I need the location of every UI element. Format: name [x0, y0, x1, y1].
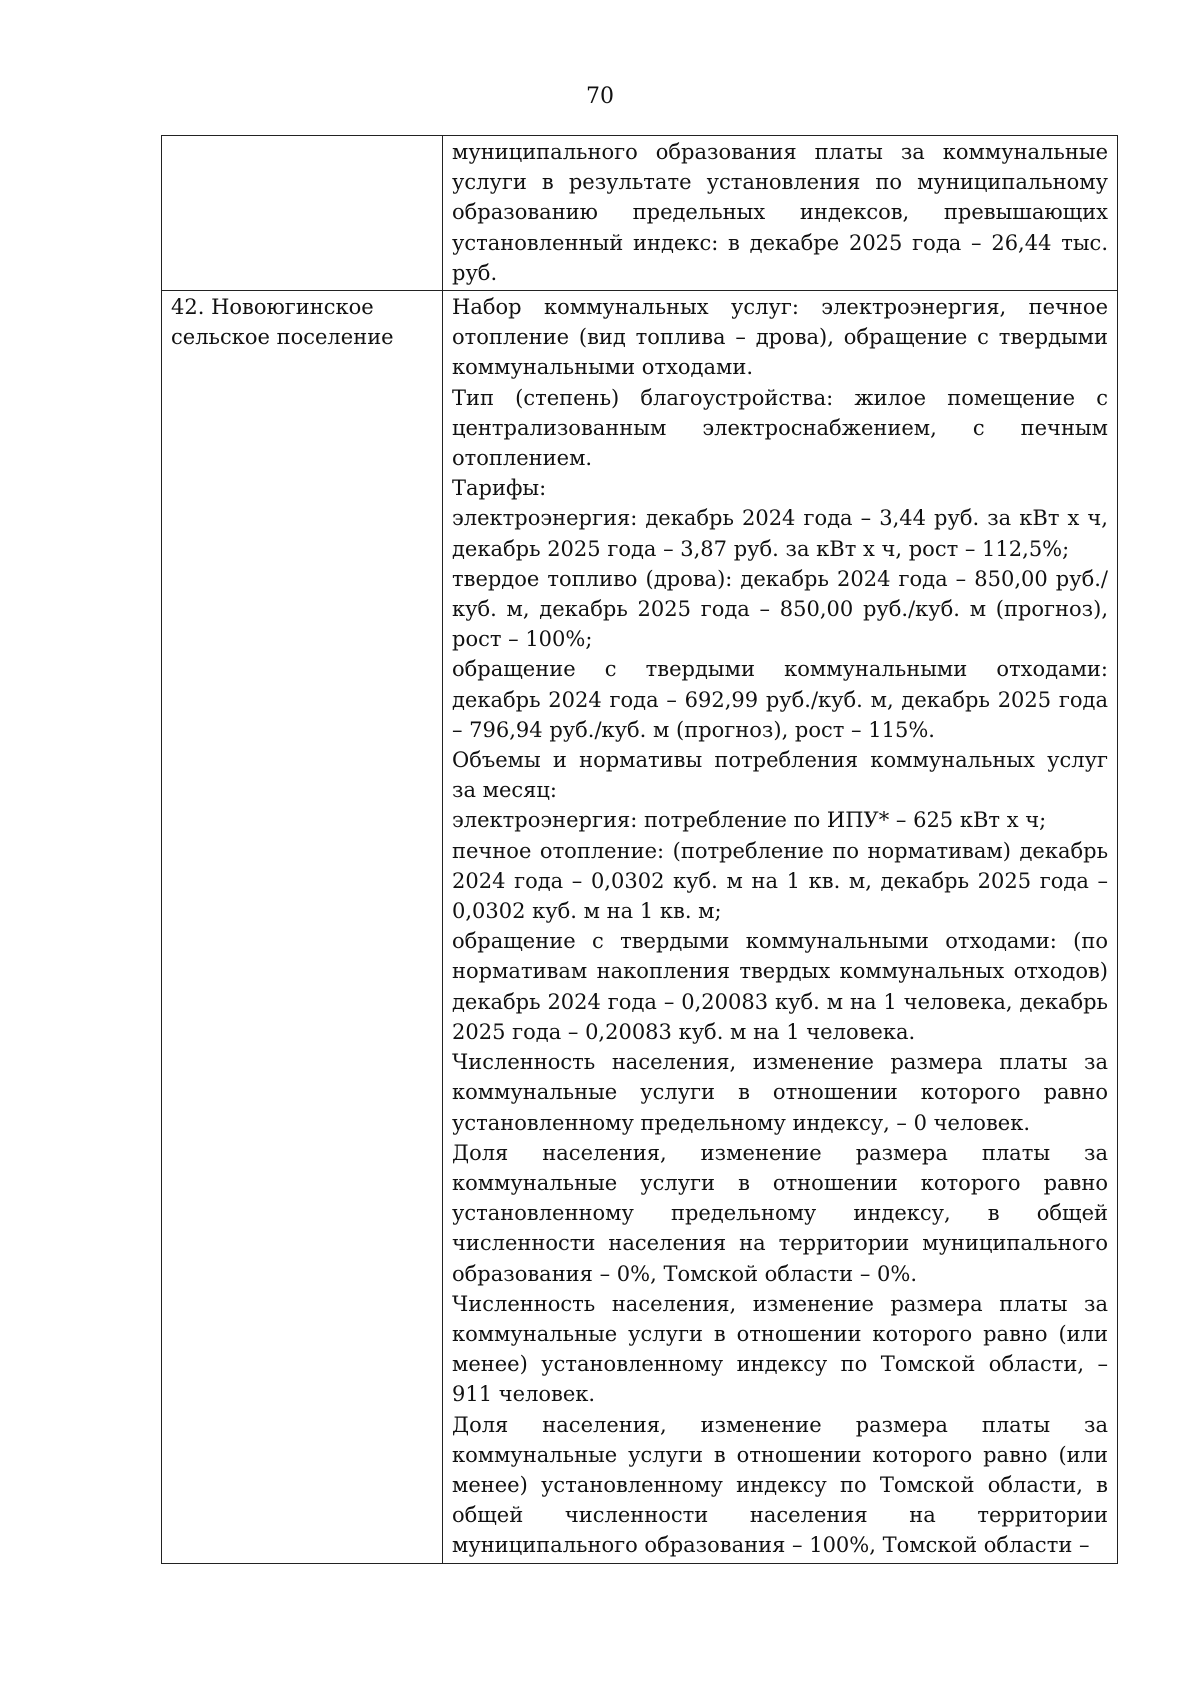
description-paragraph: Численность населения, изменение размера платы за коммунальные услуги в отношении которого равно установленному предельному индексу, – 0 человек. [452, 1050, 1108, 1135]
description-paragraph: Доля населения, изменение размера платы за коммунальные услуги в отношении которого равно (или менее) установленному индексу по Томской области, в общей численности населения на территории муниципального образования – 100%, Томской области – [452, 1412, 1108, 1558]
description-paragraph: электроэнергия: потребление по ИПУ* – 625 кВт х ч; [452, 808, 1047, 833]
description-paragraph: Набор коммунальных услуг: электроэнергия, печное отопление (вид топлива – дрова), обращение с твердыми коммунальными отходами. [452, 295, 1108, 380]
table-row [162, 136, 1118, 291]
description-paragraph: Тип (степень) благоустройства: жилое помещение с централизованным электроснабжением, с печным отоплением. [452, 385, 1108, 471]
description-paragraph: твердое топливо (дрова): декабрь 2024 года – 850,00 руб./куб. м, декабрь 2025 года – 850,00 руб./куб. м (прогноз), рост – 100%; [452, 566, 1108, 652]
description-paragraph: обращение с твердыми коммунальными отходами: (по нормативам накопления твердых коммунальных отходов) декабрь 2024 года – 0,20083 куб. м на 1 человека, декабрь 2025 года – 0,20083 куб. м на 1 человека. [452, 929, 1108, 1044]
description-paragraph: Доля населения, изменение размера платы за коммунальные услуги в отношении которого равно установленному предельному индексу, в общей численности населения на территории муниципального образования – 0%, Томской области – 0%. [452, 1140, 1108, 1286]
description-paragraph: Объемы и нормативы потребления коммунальных услуг за месяц: [452, 748, 1108, 803]
document-table [161, 135, 1118, 1564]
description-paragraph: муниципального образования платы за коммунальные услуги в результате установления по муниципальному образованию предельных индексов, превышающих установленный индекс: в декабре 2025 года – 26,44 тыс. руб. [452, 140, 1108, 285]
description-paragraph: обращение с твердыми коммунальными отходами: декабрь 2024 года – 692,99 руб./куб. м, декабрь 2025 года – 796,94 руб./куб. м (прогноз), рост – 115%. [452, 657, 1108, 742]
table-row [162, 291, 1118, 1564]
description-paragraph: Численность населения, изменение размера платы за коммунальные услуги в отношении которого равно (или менее) установленному индексу по Томской области, – 911 человек. [452, 1291, 1108, 1407]
municipality-name-cell: 42. Новоюгинское сельское поселение [162, 291, 443, 1564]
description-cell [443, 291, 1118, 1564]
municipality-name-cell [162, 136, 443, 291]
page-number: 70 [586, 84, 614, 109]
description-cell [443, 136, 1118, 291]
description-paragraph: печное отопление: (потребление по нормативам) декабрь 2024 года – 0,0302 куб. м на 1 кв. м, декабрь 2025 года – 0,0302 куб. м на 1 кв. м; [452, 838, 1108, 924]
description-paragraph: электроэнергия: декабрь 2024 года – 3,44 руб. за кВт х ч, декабрь 2025 года – 3,87 руб. за кВт х ч, рост – 112,5%; [452, 506, 1108, 561]
description-paragraph: Тарифы: [452, 476, 547, 501]
